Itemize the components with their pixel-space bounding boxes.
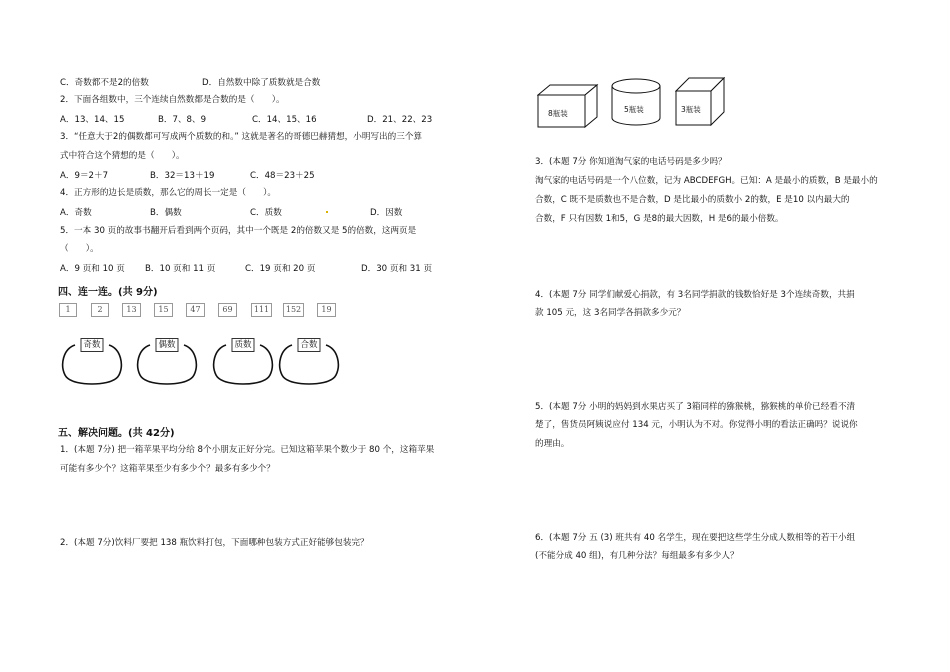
problem-2-line1: 2．(本题 7分)饮料厂要把 138 瓶饮料打包，下面哪种包装方式正好能够包装完？ (60, 538, 369, 548)
basket-label: 奇数 (80, 338, 103, 352)
q5-stem-line2: （ ）。 (60, 244, 99, 254)
number-card[interactable]: 111 (251, 303, 272, 317)
basket-label: 偶数 (155, 338, 178, 352)
number-card[interactable]: 15 (154, 303, 173, 317)
section-5-title: 五、解决问题。(共 42分) (58, 428, 175, 439)
package-label: 3瓶装 (681, 105, 701, 114)
q4-option-b: B．偶数 (150, 208, 182, 218)
q3-stem-line2: 式中符合这个猜想的是（ ）。 (60, 151, 185, 161)
problem-6-line1: 6．(本题 7分 五 (3) 班共有 40 名学生，现在要把这些学生分成人数相等的若干小组 (535, 533, 856, 543)
basket-label: 合数 (297, 338, 320, 352)
q2-stem: 2．下面各组数中，三个连续自然数都是合数的是（ ）。 (60, 95, 285, 105)
problem-4-line1: 4．(本题 7分 同学们献爱心捐款，有 3名同学捐款的钱数恰好是 3个连续奇数，共捐 (535, 290, 855, 300)
cube-icon (675, 77, 725, 126)
q4-option-c: C．质数 (250, 208, 282, 218)
problem-3-line1: 淘气家的电话号码是一个八位数，记为 ABCDEFGH。已知：A 是最小的质数，B 是最小的 (535, 176, 878, 186)
problem-3-question: 3．(本题 7分 你知道淘气家的电话号码是多少吗？ (535, 157, 727, 167)
q2-option-b: B．7、8、9 (158, 115, 207, 125)
number-card[interactable]: 13 (122, 303, 141, 317)
q2-option-d: D．21、22、23 (367, 115, 433, 125)
q5-option-b: B．10 页和 11 页 (145, 264, 216, 274)
basket-label: 质数 (231, 338, 254, 352)
problem-4-line2: 款 105 元，这 3名同学各捐款多少元？ (535, 308, 686, 318)
problem-5-line3: 的理由。 (535, 439, 570, 449)
q2-option-a: A．13、14、15 (60, 115, 125, 125)
problem-5-line2: 楚了，售货员阿姨说应付 134 元，小明认为不对。你觉得小明的看法正确吗？说说你 (535, 420, 858, 430)
basket-odd[interactable] (59, 340, 125, 385)
box-icon (537, 83, 599, 128)
package-cube-3 (675, 77, 725, 130)
q4-stem: 4．正方形的边长是质数，那么它的周长一定是（ ）。 (60, 188, 277, 198)
package-box-8 (537, 83, 599, 132)
q3-option-c: C．48＝23＋25 (250, 171, 315, 181)
cylinder-icon (611, 78, 661, 126)
problem-6-line2: (不能分成 40 组)，有几种分法？每组最多有多少人？ (535, 551, 739, 561)
number-card[interactable]: 69 (218, 303, 237, 317)
q5-stem-line1: 5．一本 30 页的故事书翻开后看到两个页码，其中一个既是 2的倍数又是 5的倍数，这两页是 (60, 226, 417, 236)
number-card[interactable]: 19 (317, 303, 336, 317)
section-4-title: 四、连一连。(共 9分) (58, 287, 158, 298)
q5-option-a: A．9 页和 10 页 (60, 264, 125, 274)
package-cylinder-5 (611, 78, 661, 130)
number-card[interactable]: 152 (283, 303, 304, 317)
basket-even[interactable] (134, 340, 200, 385)
stray-dot (326, 211, 328, 213)
number-card[interactable]: 1 (59, 303, 77, 317)
q1-option-d: D．自然数中除了质数就是合数 (202, 78, 321, 88)
q5-option-d: D．30 页和 31 页 (361, 264, 433, 274)
number-card[interactable]: 47 (186, 303, 205, 317)
problem-1-line1: 1．(本题 7分) 把一箱苹果平均分给 8个小朋友正好分完。已知这箱苹果个数少于 80 个，这箱苹果 (60, 445, 435, 455)
package-label: 8瓶装 (548, 109, 568, 118)
q1-option-c: C．奇数都不是2的倍数 (60, 78, 149, 88)
problem-5-line1: 5．(本题 7分 小明的妈妈到水果店买了 3箱同样的猕猴桃，猕猴桃的单价已经看不清 (535, 402, 856, 412)
q3-option-b: B．32＝13＋19 (150, 171, 215, 181)
problem-3-line2: 合数，C 既不是质数也不是合数，D 是比最小的质数小 2的数，E 是10 以内最大的 (535, 195, 850, 205)
q3-option-a: A．9＝2＋7 (60, 171, 109, 181)
q2-option-c: C．14、15、16 (252, 115, 317, 125)
q5-option-c: C．19 页和 20 页 (245, 264, 316, 274)
basket-composite[interactable] (276, 340, 342, 385)
q4-option-a: A．奇数 (60, 208, 92, 218)
problem-1-line2: 可能有多少个？这箱苹果至少有多少个？最多有多少个？ (60, 464, 275, 474)
package-label: 5瓶装 (624, 105, 644, 114)
q4-option-d: D．因数 (370, 208, 403, 218)
problem-3-line3: 合数，F 只有因数 1和5，G 是8的最大因数，H 是6的最小倍数。 (535, 214, 784, 224)
q3-stem-line1: 3．“任意大于2的偶数都可写成两个质数的和。” 这就是著名的哥德巴赫猜想，小明写出的三个算 (60, 132, 423, 142)
basket-prime[interactable] (210, 340, 276, 385)
number-card[interactable]: 2 (91, 303, 109, 317)
